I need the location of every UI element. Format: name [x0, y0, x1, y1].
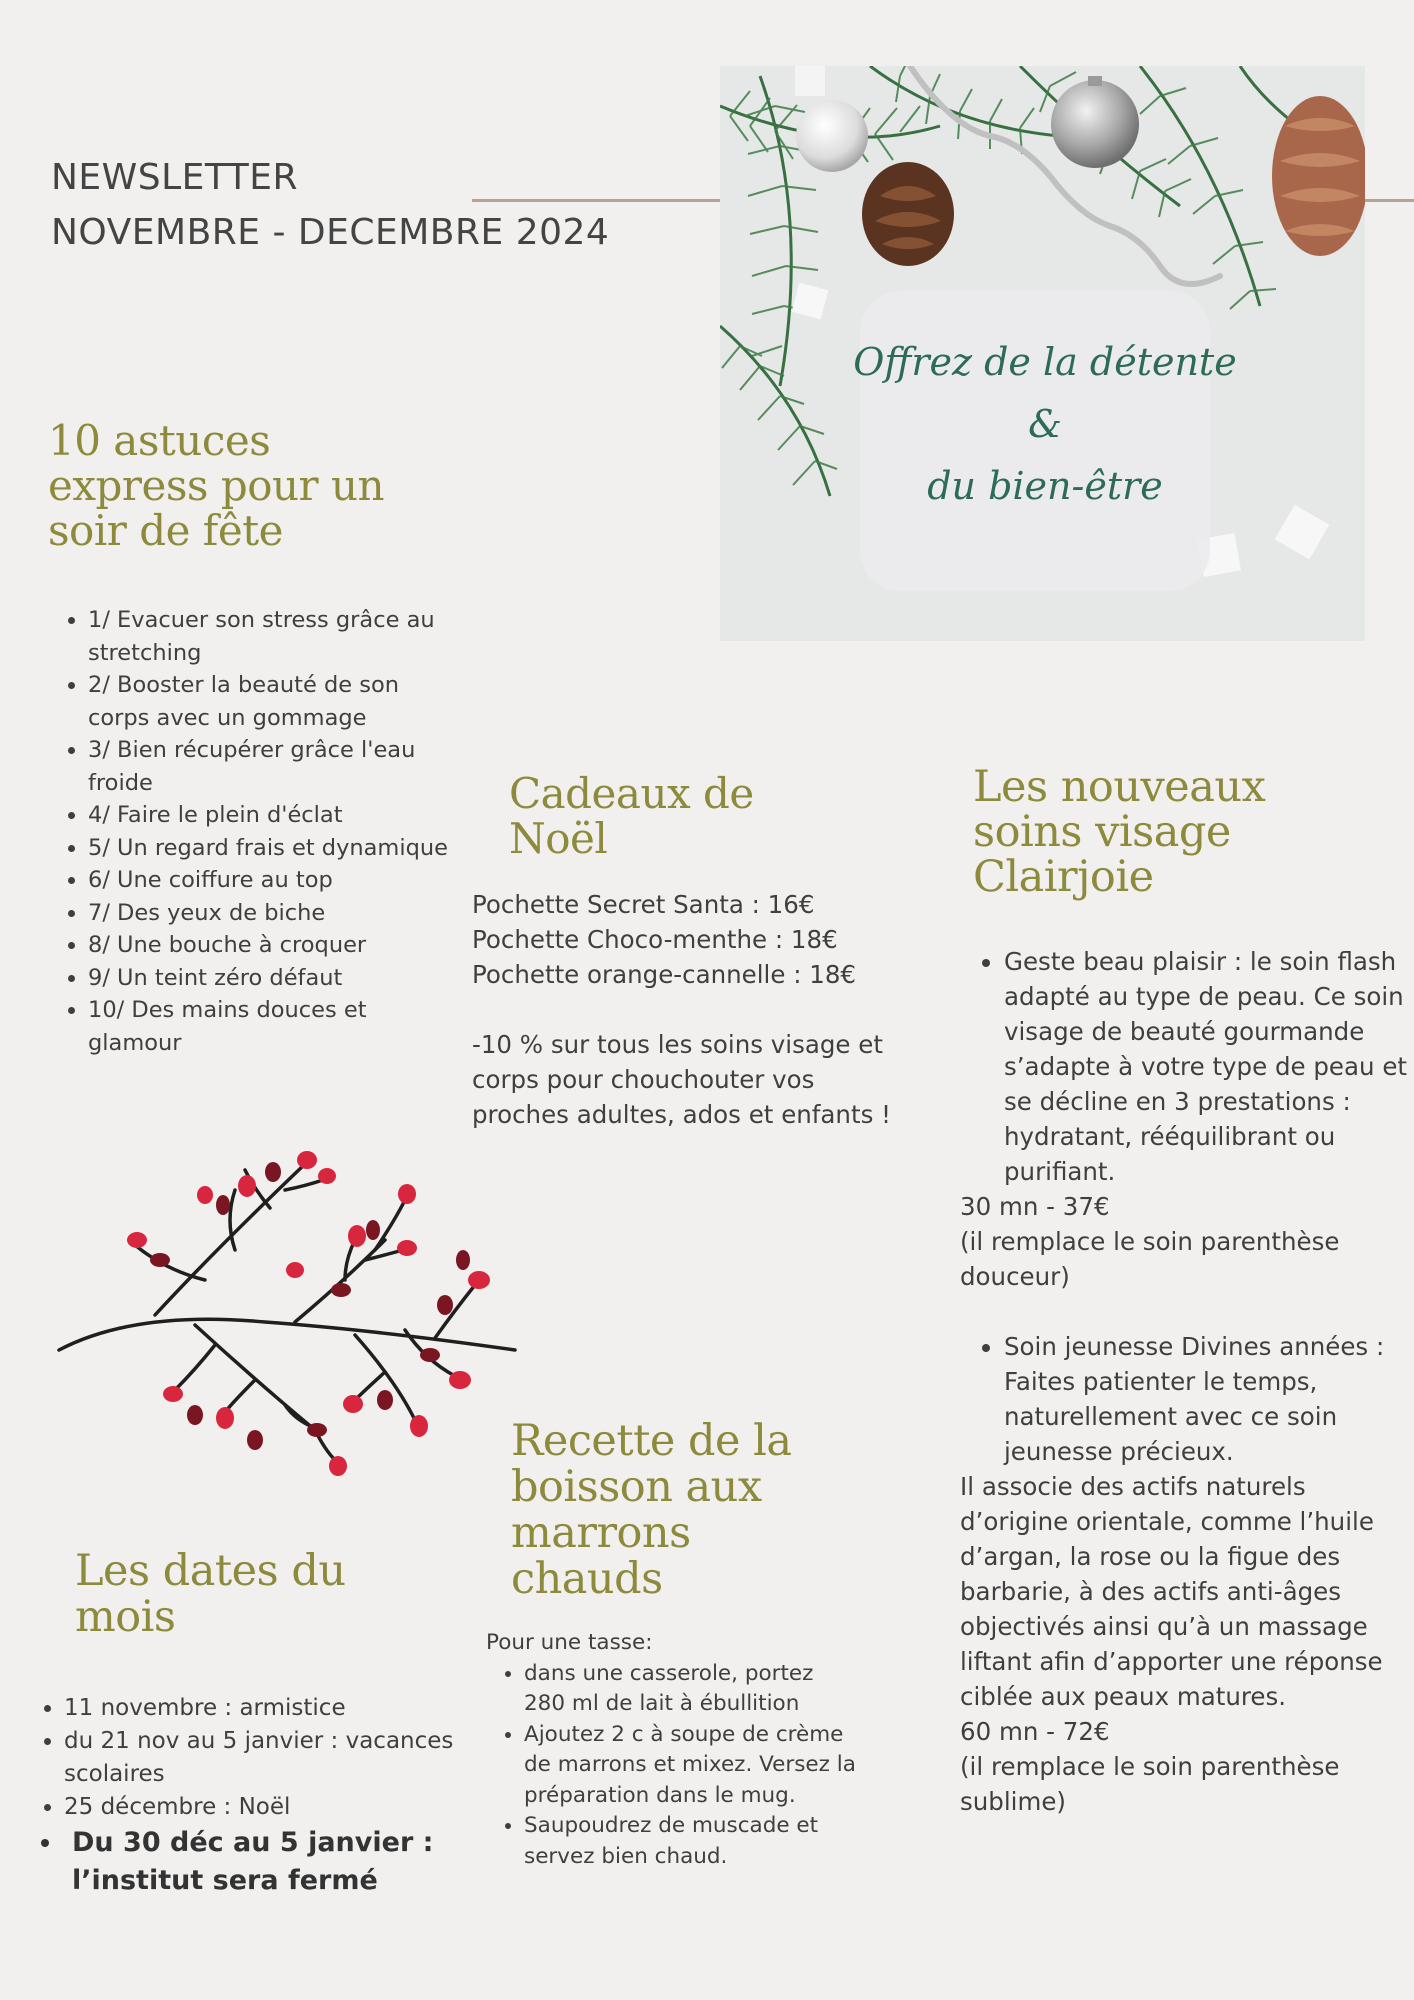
- recette-step: • Saupoudrez de muscade et servez bien chaud.: [524, 1811, 856, 1872]
- astuces-title: 10 astuces express pour un soir de fête: [48, 416, 385, 555]
- list-item: • 7/ Des yeux de biche: [88, 897, 460, 930]
- list-item: • 3/ Bien récupérer grâce l'eau froide: [88, 734, 460, 799]
- list-item: • 6/ Une coiffure au top: [88, 864, 460, 897]
- list-item: • 9/ Un teint zéro défaut: [88, 962, 460, 995]
- cadeaux-title: Cadeaux de Noël: [509, 769, 754, 863]
- soin-price: 30 mn - 37€: [960, 1192, 1110, 1221]
- hero-line-1: Offrez de la détente: [853, 340, 1237, 384]
- soin-item-divines-annees: • Soin jeunesse Divines années : Faites patienter le temps, naturellement avec ce soin jeunesse précieux.: [1004, 1329, 1410, 1469]
- cadeaux-promo: -10 % sur tous les soins visage et corps pour chouchouter vos proches adultes, ados et enfants !: [472, 1030, 891, 1129]
- list-item: • 1/ Evacuer son stress grâce au stretching: [88, 604, 460, 669]
- newsletter-label: NEWSLETTER: [51, 157, 299, 198]
- hero-message: [800, 331, 1290, 517]
- cadeaux-section: [472, 887, 912, 1132]
- list-item: • 8/ Une bouche à croquer: [88, 929, 460, 962]
- soins-section: [960, 944, 1410, 1819]
- list-item: • du 21 nov au 5 janvier : vacances scolaires: [64, 1725, 484, 1791]
- recette-intro: Pour une tasse:: [486, 1630, 653, 1655]
- list-item: • 10/ Des mains douces et glamour: [88, 994, 460, 1059]
- recette-title: Recette de la boisson aux marrons chauds: [511, 1416, 792, 1604]
- list-item: • 4/ Faire le plein d'éclat: [88, 799, 460, 832]
- soin-description: Il associe des actifs naturels d’origine orientale, comme l’huile d’argan, la rose ou la figue des barbarie, à des actifs anti-âges objectivés ainsi qu’à un massage liftant afin d’apporter une réponse ciblée aux peaux matures.: [960, 1472, 1383, 1711]
- list-item: • 11 novembre : armistice: [64, 1692, 484, 1725]
- soin-item-geste-beau-plaisir: • Geste beau plaisir : le soin flash adapté au type de peau. Ce soin visage de beauté gourmande s’adapte à votre type de peau et se décline en 3 prestations : hydratant, rééquilibrant ou purifiant.: [1004, 944, 1410, 1189]
- newsletter-header: [51, 150, 609, 260]
- list-item: • 5/ Un regard frais et dynamique: [88, 832, 460, 865]
- list-item: • 25 décembre : Noël: [64, 1791, 484, 1824]
- cadeaux-line: Pochette Choco-menthe : 18€: [472, 925, 838, 954]
- hero-line-3: du bien-être: [927, 464, 1163, 508]
- hero-line-2: &: [1028, 402, 1062, 446]
- recette-step: • dans une casserole, portez 280 ml de lait à ébullition: [524, 1659, 856, 1720]
- hero-photo: [720, 66, 1365, 641]
- soins-title: Les nouveaux soins visage Clairjoie: [973, 762, 1266, 902]
- newsletter-period: NOVEMBRE - DECEMBRE 2024: [51, 212, 610, 253]
- astuces-list: [50, 604, 460, 1059]
- closure-notice: • Du 30 déc au 5 janvier : l’institut sera fermé: [64, 1824, 484, 1900]
- list-item: • 2/ Booster la beauté de son corps avec un gommage: [88, 669, 460, 734]
- cadeaux-line: Pochette Secret Santa : 16€: [472, 890, 815, 919]
- dates-list: [26, 1692, 484, 1900]
- soin-note: (il remplace le soin parenthèse douceur): [960, 1227, 1340, 1291]
- recette-section: [486, 1628, 856, 1872]
- recette-step: • Ajoutez 2 c à soupe de crème de marrons et mixez. Versez la préparation dans le mug.: [524, 1720, 856, 1812]
- soin-price: 60 mn - 72€: [960, 1717, 1110, 1746]
- dates-title: Les dates du mois: [75, 1546, 346, 1642]
- soin-note: (il remplace le soin parenthèse sublime): [960, 1752, 1340, 1816]
- berry-branch-illustration: [55, 1150, 535, 1480]
- cadeaux-line: Pochette orange-cannelle : 18€: [472, 960, 856, 989]
